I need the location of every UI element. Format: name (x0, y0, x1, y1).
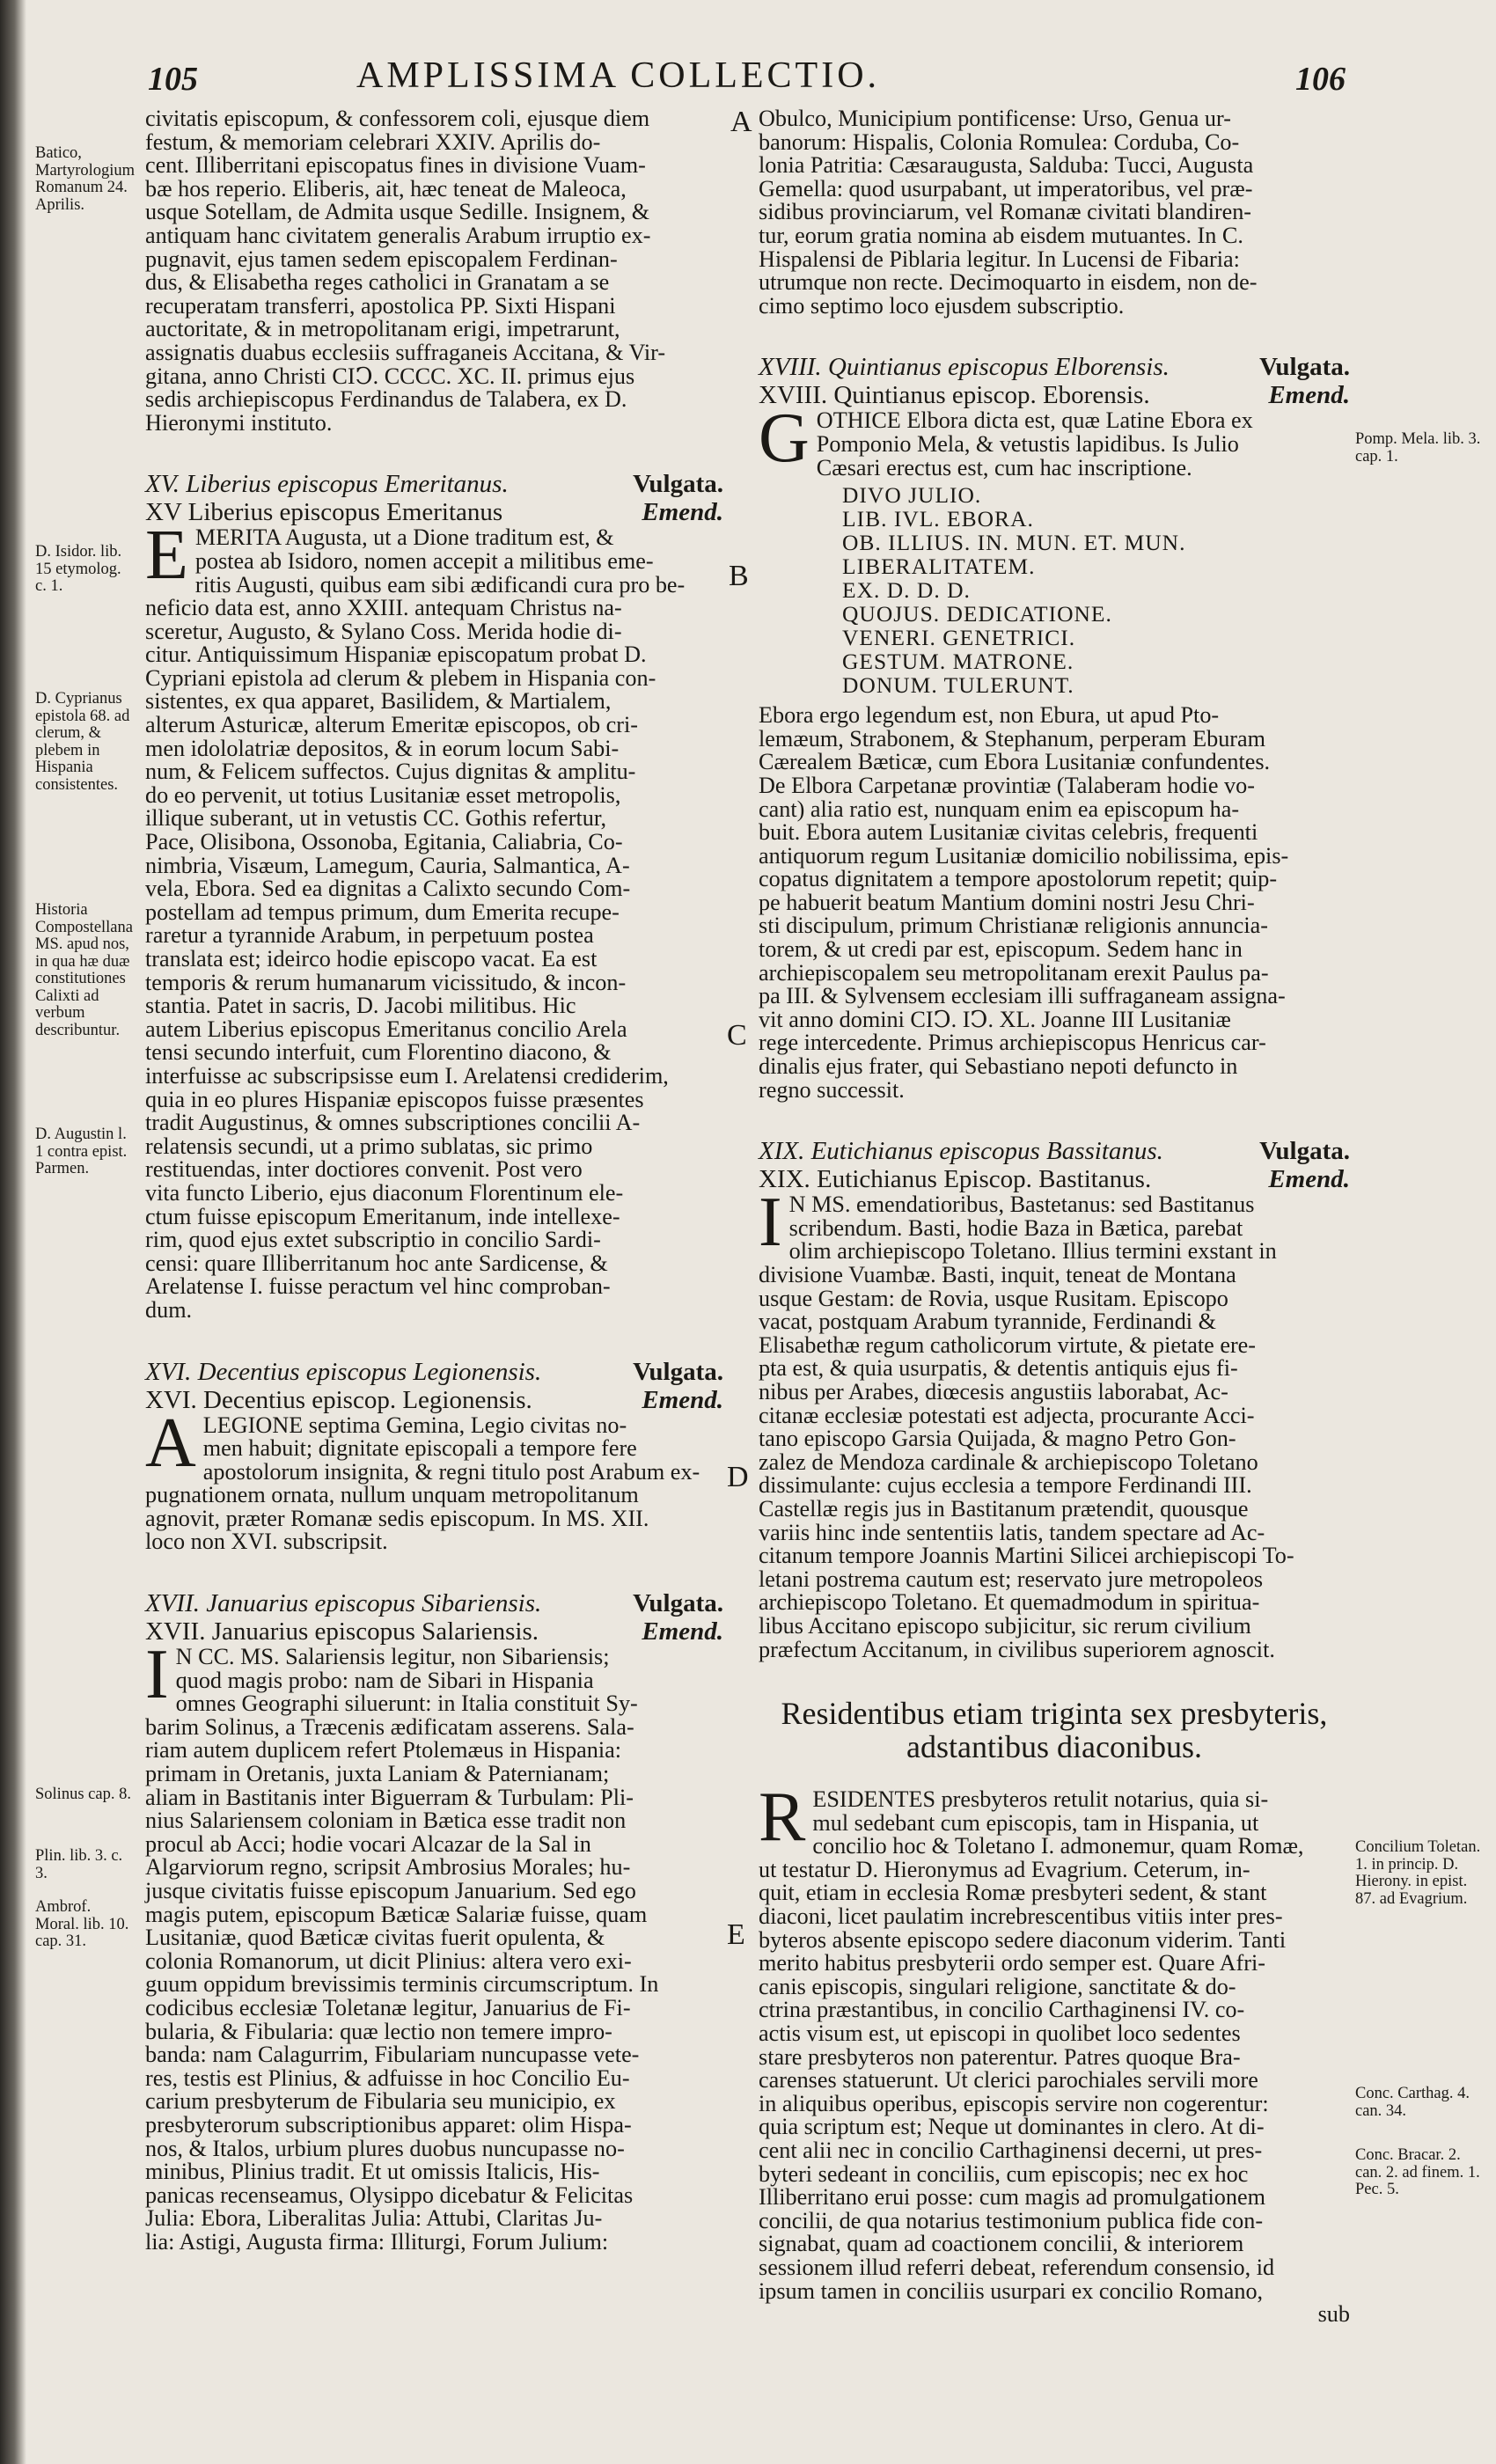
margin-note-right-2: Concilium Toletan. 1. in princip. D. Hierony. in epist. 87. ad Evagrium. (1355, 1838, 1481, 1908)
text-line: sidibus provinciarum, vel Romanæ civitati blandiren- (759, 199, 1252, 225)
inscription-line: DONUM. TULERUNT. (842, 672, 1074, 699)
text-line: Obulco, Municipium pontificense: Urso, Genua ur- (759, 106, 1231, 131)
text-line: torem, & ut credi par est, episcopum. Sedem hanc in (759, 936, 1243, 963)
text-line: actis visum est, ut episcopi in quolibet loco sedentes (759, 2020, 1241, 2047)
vulgata-title-text: XVII. Januarius episcopus Sibariensis. (145, 1589, 542, 1618)
section-xviii (759, 353, 1350, 1102)
section-title-vulgata (759, 1137, 1350, 1165)
text-line: apostolorum insignita, & regni titulo post Arabum ex- (202, 1458, 700, 1485)
text-line: nimbria, Visæum, Lamegum, Cauria, Salmantica, A- (145, 852, 630, 878)
column-letter-c: C (727, 1019, 747, 1052)
text-line: procul ab Acci; hodie vocari Alcazar de la Sal in (145, 1830, 591, 1857)
text-line: copatus dignitatem a tempore apostolorum repetit; quip- (759, 866, 1278, 892)
margin-note-left-7: Plin. lib. 3. c. 3. (35, 1847, 123, 1882)
text-line: auctoritate, & in metropolitanam erigi, impetrarunt, (145, 316, 620, 342)
drop-cap: I (145, 1636, 169, 1714)
spacer (145, 1323, 723, 1358)
text-line: nibus per Arabes, diœcesis angustiis laborabat, Ac- (759, 1378, 1228, 1404)
vulgata-title-text: XVIII. Quintianus episcopus Elborensis. (759, 353, 1170, 382)
emend-label: Emend. (1268, 381, 1350, 410)
emend-label: Emend. (642, 498, 723, 527)
right-intro-paragraph (759, 107, 1350, 318)
emend-title-text: XV Liberius episcopus Emeritanus (145, 498, 503, 527)
inscription-line: LIBERALITATEM. (842, 554, 1036, 580)
text-line: utrumque non recte. Decimoquarto in eisdem, non de- (759, 269, 1258, 296)
text-line: ut testatur D. Hieronymus ad Evagrium. Ceterum, in- (759, 1856, 1250, 1882)
text-line: censi: quare Illiberritanum hoc ante Sardicense, & (145, 1250, 608, 1276)
text-line: citanum tempore Joannis Martini Silicei archiepiscopi To- (759, 1543, 1294, 1569)
emend-label: Emend. (1268, 1165, 1350, 1194)
text-line: pta est, & quia usurpatis, & detentis antiquis ejus fi- (759, 1355, 1238, 1382)
text-line: lemæum, Strabonem, & Stephanum, perperam Eburam (759, 725, 1265, 752)
text-line: canis episcopis, singulari religione, sanctitate & do- (759, 1973, 1236, 1999)
text-line: præfectum Accitanum, in civilibus superiorem agnoscit. (759, 1636, 1275, 1662)
section-xvii (145, 1589, 723, 2254)
column-letter-a: A (730, 106, 752, 138)
text-line: dissimulante: cujus ecclesia a tempore Ferdinandi III. (759, 1472, 1252, 1499)
text-line: olim archiepiscopo Toletano. Illius termini exstant in (788, 1238, 1277, 1265)
margin-note-left-1: Batico, Martyrologium Romanum 24. Aprilis. (35, 144, 136, 214)
column-letter-e: E (727, 1918, 745, 1951)
text-line: OTHICE Elbora dicta est, quæ Latine Ebora ex (816, 407, 1253, 434)
margin-note-right-1: Pomp. Mela. lib. 3. cap. 1. (1355, 430, 1481, 466)
inscription-line: LIB. IVL. EBORA. (842, 506, 1034, 532)
text-line: Pomponio Mela, & vetustis lapidibus. Is Julio (816, 430, 1239, 457)
text-line: carium presbyterum de Fibularia seu municipio, ex (145, 2088, 616, 2115)
text-line: dus, & Elisabetha reges catholici in Granatam a se (145, 269, 610, 296)
text-line: N CC. MS. Salariensis legitur, non Sibariensis; (175, 1644, 610, 1670)
text-line: quit, etiam in ecclesia Romæ presbyteri sedent, & stant (759, 1880, 1267, 1906)
text-line: cent alii nec in concilio Carthaginensi decerni, ut pres- (759, 2138, 1263, 2163)
text-line: bæ hos reperio. Eliberis, ait, hæc teneat de Maleoca, (145, 175, 627, 202)
text-line: cent. Illiberritani episcopatus fines in divisione Vuam- (145, 152, 646, 179)
text-line: illique suberant, ut in vetustis CC. Gothis refertur, (145, 805, 607, 832)
residentes-heading (759, 1697, 1350, 1764)
text-line: ctum fuisse episcopum Emeritanum, inde intellexe- (145, 1203, 620, 1229)
text-line: libus Accitano episcopo subjicitur, sic rerum civilium (759, 1612, 1251, 1639)
emend-label: Emend. (642, 1617, 723, 1646)
text-line: MERITA Augusta, ut a Dione traditum est, & (194, 524, 614, 551)
text-line: dinalis ejus frater, qui Sebastiano nepoti defuncto in (759, 1053, 1238, 1080)
text-line: vit anno domini CIↃ. IↃ. XL. Joanne III Lusitaniæ (759, 1006, 1231, 1032)
text-line: vela, Ebora. Sed ea dignitas a Calixto secundo Com- (145, 876, 631, 902)
text-line: antiquorum regum Lusitaniæ domicilio nobilissima, epis- (759, 842, 1289, 869)
section-title-vulgata (759, 353, 1350, 381)
text-line: aliam in Bastitanis inter Biguerram & Turbulam: Pli- (145, 1784, 634, 1810)
margin-note-right-3: Conc. Carthag. 4. can. 34. (1355, 2085, 1470, 2120)
text-line: diaconi, licet paulatim increbrescentibus vitiis inter pres- (759, 1903, 1283, 1930)
text-line: panicas recenseamus, Olysippo dicebatur & Felicitas (145, 2182, 634, 2208)
text-line: Cærealem Bæticæ, cum Ebora Lusitaniæ confundentes. (759, 749, 1271, 775)
text-line: concilio hoc & Toletano I. admonemur, quam Romæ, (812, 1833, 1304, 1859)
heading-line: Residentibus etiam triginta sex presbyteris, (781, 1696, 1328, 1732)
vulgata-label: Vulgata. (1259, 1137, 1350, 1166)
text-line: codicibus ecclesiæ Toletanæ legitur, Januarius de Fi- (145, 1994, 631, 2020)
text-line: Pace, Olisibona, Ossonoba, Egitania, Caliabria, Co- (145, 829, 623, 855)
section-title-emend (145, 1386, 723, 1414)
drop-cap: G (759, 400, 810, 478)
emend-label: Emend. (642, 1385, 723, 1414)
text-line: buit. Ebora autem Lusitaniæ civitas celebris, frequenti (759, 819, 1258, 846)
text-line: in aliquibus operibus, episcopis servire non cogerentur: (759, 2090, 1269, 2116)
inscription-line: EX. D. D. D. (842, 577, 971, 604)
catchword: sub (1317, 2301, 1350, 2328)
right-column (759, 107, 1350, 2327)
text-line: pugnationem ornata, nullum unquam metropolitanum (145, 1482, 639, 1508)
spacer (759, 1102, 1350, 1137)
page-number-right: 106 (1295, 61, 1346, 98)
section-title-emend (759, 381, 1350, 409)
left-intro-paragraph (145, 107, 723, 435)
text-line: Illiberritano erui posse: cum magis ad promulgationem (759, 2184, 1265, 2211)
text-line: res, testis est Plinius, & adfuisse in hoc Concilio Eu- (145, 2064, 630, 2091)
roman-inscription (842, 483, 1350, 697)
text-line: guum oppidum brevissimis terminis circumscriptum. In (145, 1971, 659, 1998)
text-line: pa III. & Sylvensem ecclesiam illi suffraganeam assigna- (759, 983, 1286, 1009)
emend-title-text: XVIII. Quintianus episcop. Eborensis. (759, 381, 1150, 410)
text-line: barim Solinus, a Træcenis ædificatam asserens. Sala- (145, 1713, 634, 1740)
column-letter-b: B (729, 560, 749, 592)
section-title-emend (759, 1165, 1350, 1193)
inscription-line: OB. ILLIUS. IN. MUN. ET. MUN. (842, 530, 1186, 556)
text-line: neficio data est, anno XXIII. antequam Christus na- (145, 595, 622, 621)
vulgata-label: Vulgata. (1259, 353, 1350, 382)
text-line: Julia: Ebora, Liberalitas Julia: Attubi, Claritas Ju- (145, 2205, 603, 2232)
text-line: jusque civitatis fuisse episcopum Januarium. Sed ego (145, 1878, 636, 1903)
margin-note-left-5: D. Augustin l. 1 contra epist. Parmen. (35, 1126, 128, 1177)
text-line: raretur a tyrannide Arabum, in perpetuum postea (145, 922, 594, 949)
left-column (145, 107, 723, 2255)
text-line: festum, & memoriam celebrari XXIV. Aprilis do- (145, 128, 601, 155)
margin-note-left-3: D. Cyprianus epistola 68. ad clerum, & plebem in Hispania consistentes. (35, 690, 130, 794)
text-line: num, & Felicem suffectos. Cujus dignitas & amplitu- (145, 759, 636, 785)
text-line: restituendas, inter doctiores convenit. Post vero (145, 1156, 583, 1183)
drop-cap: R (759, 1778, 806, 1857)
text-line: scribendum. Basti, hodie Baza in Bætica, parebat (788, 1214, 1243, 1241)
vulgata-label: Vulgata. (633, 1589, 723, 1618)
text-line: lia: Astigi, Augusta firma: Illiturgi, Forum Julium: (145, 2228, 609, 2255)
text-line: postea ab Isidoro, nomen accepit a militibus eme- (194, 547, 654, 574)
text-line: minibus, Plinius tradit. Et ut omissis Italicis, His- (145, 2159, 600, 2185)
text-line: agnovit, præter Romanæ sedis episcopum. In MS. XII. (145, 1505, 649, 1531)
drop-cap: A (145, 1404, 196, 1482)
text-line: cimo septimo loco ejusdem subscriptio. (759, 292, 1125, 319)
text-line: citanæ ecclesiæ potestati est adjecta, procurante Acci- (759, 1402, 1255, 1428)
text-line: ipsum tamen in conciliis usurpari ex concilio Romano, (759, 2277, 1264, 2304)
text-line: sedis archiepiscopus Ferdinandus de Talabera, ex D. (145, 386, 627, 413)
text-line: ritis Augusti, quibus eam sibi ædificandi cura pro be- (194, 571, 686, 598)
spacer (145, 1554, 723, 1589)
inscription-line: VENERI. GENETRICI. (842, 625, 1076, 651)
drop-cap: E (145, 517, 188, 595)
text-line: omnes Geographi siluerunt: in Italia constituit Sy- (175, 1690, 638, 1717)
spacer (759, 1661, 1350, 1697)
vulgata-label: Vulgata. (633, 1357, 723, 1386)
text-line: men habuit; dignitate episcopali a tempore fere (202, 1435, 637, 1462)
section-xvi (145, 1358, 723, 1555)
text-line: assignatis duabus ecclesiis suffraganeis Accitana, & Vir- (145, 339, 666, 365)
text-line: regno successit. (759, 1076, 905, 1103)
vulgata-title-text: XIX. Eutichianus episcopus Bassitanus. (759, 1137, 1163, 1166)
text-line: concilii, de qua notarius testimonium publica fide con- (759, 2207, 1264, 2233)
text-line: archiepiscopalem seu metropolitanam erexit Paulus pa- (759, 959, 1269, 986)
text-line: Hieronymi instituto. (145, 409, 333, 436)
text-line: tur, eorum gratia nomina ab eisdem mutuantes. In C. (759, 222, 1243, 248)
text-line: stare presbyteros non paterentur. Patres quoque Bra- (759, 2043, 1241, 2070)
text-line: quia scriptum est; Neque ut dominantes in clero. At di- (759, 2114, 1265, 2140)
text-line: quia in eo plures Hispaniæ episcopos fuisse præsentes (145, 1086, 644, 1112)
text-line: LEGIONE septima Gemina, Legio civitas no- (202, 1412, 627, 1438)
text-line: autem Liberius episcopus Emeritanus concilio Arela (145, 1016, 627, 1042)
text-line: letani postrema cautum est; reservato jure metropoleos (759, 1566, 1264, 1592)
text-line: colonia Romanorum, ut dicit Plinius: altera vero exi- (145, 1947, 632, 1974)
inscription-line: GESTUM. MATRONE. (842, 649, 1074, 675)
text-line: zalez de Mendoza cardinale & archiepiscopo Toletano (759, 1448, 1258, 1475)
emend-title-text: XVII. Januarius episcopus Salariensis. (145, 1617, 539, 1646)
text-line: ctrina præstantibus, in concilio Carthaginensi IV. co- (759, 1997, 1245, 2023)
text-line: signabat, quam ad coactionem concilii, & interiorem (759, 2231, 1244, 2257)
section-title-vulgata (145, 1589, 723, 1617)
text-line: tano episcopo Garsia Quijada, & magno Petro Gon- (759, 1426, 1236, 1452)
section-xix (759, 1137, 1350, 1661)
spacer (759, 318, 1350, 353)
text-line: loco non XVI. subscripsit. (145, 1529, 388, 1555)
text-line: N MS. emendatioribus, Bastetanus: sed Bastitanus (788, 1192, 1255, 1218)
text-line: interfuisse ac subscripsisse eum I. Arelatensi crediderim, (145, 1062, 669, 1089)
heading-line: adstantibus diaconibus. (906, 1729, 1202, 1765)
section-residentes (759, 1697, 1350, 2327)
text-line: nius Salariensem coloniam in Bætica esse tradit non (145, 1808, 627, 1834)
running-title: AMPLISSIMA COLLECTIO. (356, 55, 881, 96)
drop-cap: I (759, 1184, 782, 1262)
text-line: riam autem duplicem refert Ptolemæus in Hispania: (145, 1737, 622, 1764)
text-line: antiquam hanc civitatem generalis Arabum irruptio ex- (145, 222, 651, 248)
text-line: Arelatense I. fuisse peractum vel hinc comproban- (145, 1273, 611, 1300)
text-line: cant) alia ratio est, nunquam enim ea episcopum ha- (759, 796, 1240, 822)
text-line: relatensis secundi, ut a primo sublatas, sic primo (145, 1133, 593, 1159)
margin-note-left-8: Ambrof. Moral. lib. 10. cap. 31. (35, 1898, 129, 1950)
text-line: Ebora ergo legendum est, non Ebura, ut apud Pto- (759, 702, 1220, 729)
section-xv (145, 470, 723, 1322)
text-line: vita functo Liberio, ejus diaconum Florentinum ele- (145, 1179, 624, 1206)
text-line: banorum: Hispalis, Colonia Romulea: Corduba, Co- (759, 128, 1240, 155)
text-line: nos, & Italos, urbium plures duobus nuncupasse no- (145, 2135, 625, 2161)
text-line: sistentes, ex qua apparet, Basilidem, & Martialem, (145, 688, 612, 715)
vulgata-label: Vulgata. (633, 470, 723, 499)
text-line: De Elbora Carpetanæ provintiæ (Talaberam hodie vo- (759, 772, 1255, 798)
text-line: ESIDENTES presbyteros retulit notarius, quia si- (812, 1786, 1269, 1813)
text-line: merito habitus presbyterii ordo semper est. Quare Afri- (759, 1950, 1265, 1976)
text-line: tensi secundo interfuit, cum Florentino diacono, & (145, 1039, 612, 1066)
text-line: dum. (145, 1296, 193, 1323)
text-line: divisione Vuambæ. Basti, inquit, teneat de Montana (759, 1262, 1236, 1287)
text-line: sessionem illud referri debeat, referendum consensio, id (759, 2254, 1275, 2280)
inscription-line: QUOJUS. DEDICATIONE. (842, 601, 1112, 627)
text-line: citur. Antiquissimum Hispaniæ episcopatum probat D. (145, 642, 647, 668)
text-line: Hispalensi de Piblaria legitur. In Lucensi de Fibaria: (759, 246, 1240, 272)
column-letter-d: D (727, 1461, 749, 1493)
text-line: do eo pervenit, ut totius Lusitaniæ esset metropolis, (145, 781, 621, 808)
text-line: variis hinc inde sententiis latis, tandem spectare ad Ac- (759, 1519, 1265, 1545)
margin-note-right-4: Conc. Bracar. 2. can. 2. ad finem. 1. Pec. 5. (1355, 2146, 1480, 2198)
text-line: Elisabethæ regum catholicorum virtute, & pietate ere- (759, 1331, 1257, 1358)
text-line: sti discipulum, primum Christianæ religionis annuncia- (759, 913, 1268, 939)
text-line: carenses statuerunt. Ut clerici parochiales servili more (759, 2067, 1258, 2094)
text-line: civitatis episcopum, & confessorem coli, ejusque diem (145, 106, 650, 131)
text-line: archiepiscopo Toletano. Et quemadmodum in spiritua- (759, 1589, 1260, 1616)
text-line: Gemella: quod usurpabant, ut imperatoribus, vel præ- (759, 175, 1253, 202)
text-line: stantia. Patet in sacris, D. Jacobi militibus. Hic (145, 993, 576, 1019)
margin-note-left-2: D. Isidor. lib. 15 etymolog. c. 1. (35, 543, 122, 595)
text-line: translata est; ideirco hodie episcopo vacat. Ea est (145, 946, 598, 972)
inscription-line: DIVO JULIO. (842, 482, 982, 509)
text-line: Cypriani epistola ad clerum & plebem in Hispania con- (145, 664, 656, 691)
text-line: pugnavit, ejus tamen sedem episcopalem Ferdinan- (145, 246, 618, 272)
text-line: lonia Patritia: Cæsaraugusta, Salduba: Tucci, Augusta (759, 152, 1254, 179)
text-line: vacat, postquam Arabum tyrannide, Ferdinandi & (759, 1309, 1216, 1335)
margin-note-left-6: Solinus cap. 8. (35, 1786, 131, 1803)
emend-title-text: XIX. Eutichianus Episcop. Bastitanus. (759, 1165, 1152, 1194)
text-line: usque Gestam: de Rovia, usque Rusitam. Episcopo (759, 1285, 1228, 1311)
text-line: bularia, & Fibularia: quæ lectio non temere impro- (145, 2018, 612, 2044)
text-line: gitana, anno Christi CIↃ. CCCC. XC. II. primus ejus (145, 363, 635, 389)
text-line: Lusitaniæ, quod Bæticæ civitas fuerit opulenta, & (145, 1925, 605, 1951)
text-line: byteros absente episcopo sedere diaconum viderim. Tanti (759, 1926, 1287, 1953)
text-line: sceretur, Augusto, & Sylano Coss. Merida hodie di- (145, 618, 622, 644)
text-line: tradit Augustinus, & omnes subscriptiones concilii A- (145, 1110, 641, 1136)
text-line: postellam ad tempus primum, dum Emerita recupe- (145, 898, 620, 925)
vulgata-title-text: XV. Liberius episcopus Emeritanus. (145, 470, 509, 499)
emend-title-text: XVI. Decentius episcop. Legionensis. (145, 1385, 532, 1414)
text-line: usque Sotellam, de Admita usque Sedille. Insignem, & (145, 199, 650, 225)
section-title-emend (145, 498, 723, 526)
text-line: Algarviorum regno, scripsit Ambrosius Morales; hu- (145, 1854, 631, 1881)
text-line: temporis & rerum humanarum vicissitudo, & incon- (145, 969, 627, 995)
text-line: rege intercedente. Primus archiepiscopus Henricus car- (759, 1030, 1266, 1056)
text-line: primam in Oretanis, juxta Laniam & Paternianam; (145, 1761, 610, 1787)
text-line: mul sedebant cum episcopis, tam in Hispania, ut (812, 1809, 1259, 1836)
spacer (145, 435, 723, 470)
vulgata-title-text: XVI. Decentius episcopus Legionensis. (145, 1357, 542, 1386)
page-gutter-shadow (0, 0, 26, 2464)
section-title-emend (145, 1617, 723, 1646)
text-line: presbyterorum subscriptionibus apparet: olim Hispa- (145, 2111, 632, 2138)
margin-note-left-4: Historia Compostellana MS. apud nos, in qua hæ duæ constitutiones Calixti ad verbum describuntur. (35, 901, 133, 1039)
text-line: magis putem, episcopum Bæticæ Salariæ fuisse, quam (145, 1901, 648, 1927)
text-line: Cæsari erectus est, cum hac inscriptione. (816, 454, 1192, 480)
section-title-vulgata (145, 1358, 723, 1386)
text-line: banda: nam Calagurrim, Fibulariam nuncupasse vete- (145, 2042, 640, 2068)
text-line: Castellæ regis jus in Bastitanum prætendit, quousque (759, 1495, 1249, 1522)
text-line: quod magis probo: nam de Sibari in Hispania (175, 1667, 594, 1693)
text-line: byteri sedeant in conciliis, cum episcopis; nec ex hoc (759, 2160, 1249, 2187)
text-line: recuperatam transferri, apostolica PP. Sixti Hispani (145, 292, 616, 319)
page-number-left: 105 (148, 61, 198, 98)
section-title-vulgata (145, 470, 723, 498)
text-line: men idololatriæ depositos, & in eorum locum Sabi- (145, 735, 620, 761)
text-line: pe habuerit beatum Mantium domini nostri Jesu Chri- (759, 889, 1255, 915)
text-line: alterum Asturicæ, alterum Emeritæ episcopos, ob cri- (145, 712, 638, 738)
text-line: rim, quod ejus extet subscriptio in concilio Sardi- (145, 1227, 601, 1253)
